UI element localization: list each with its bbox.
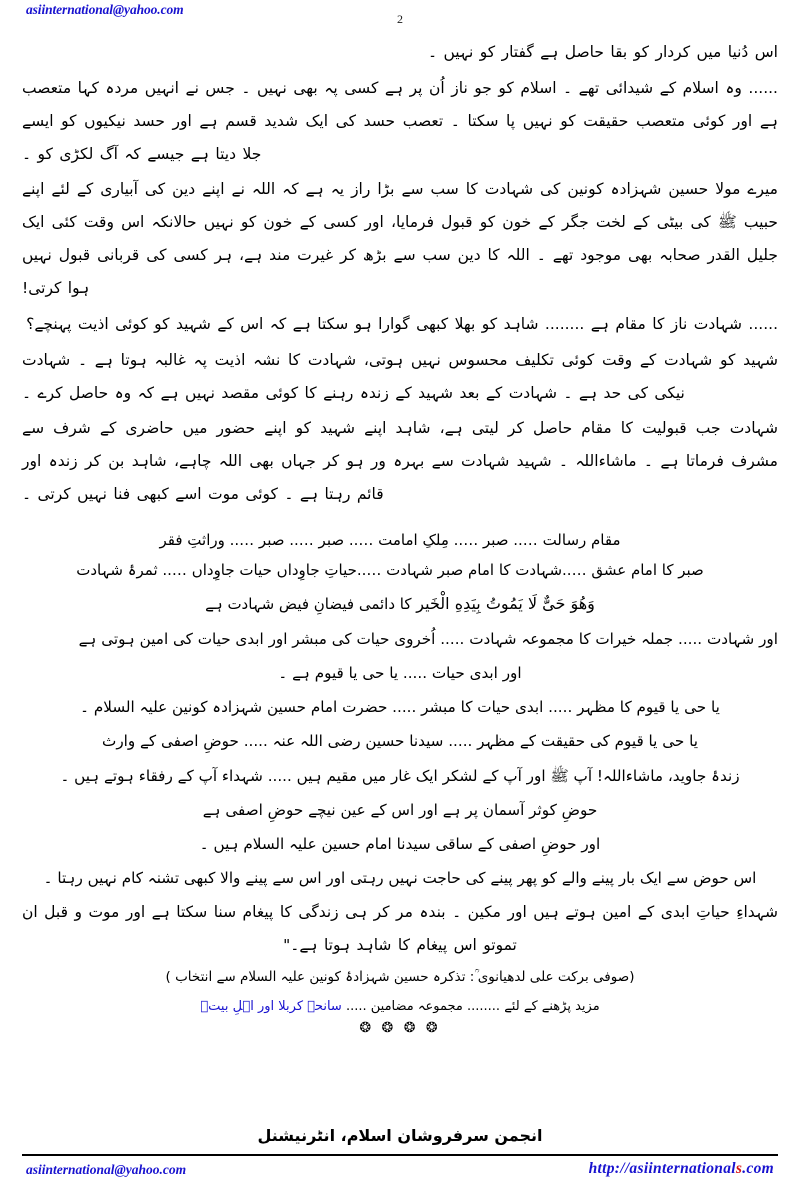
statement-line-8: اس حوض سے ایک بار پینے والے کو پھر پینے کی حاجت نہیں رہتی اور اس سے پینے والا کبھی تشنہ کام نہیں رہتا ۔	[43, 869, 757, 888]
footer-url-suffix: .com	[742, 1160, 774, 1177]
statement-line-2: اور ابدی حیات ..... یا حی یا قیوم ہے ۔	[278, 663, 522, 682]
page-footer	[0, 1158, 800, 1192]
chain-line-1: مقام رسالت ….. صبر ….. مِلکِ امامت ….. صبر ….. صبر ….. وراثتِ فقر	[159, 531, 621, 550]
more-reading-dots-2: .....	[345, 998, 367, 1014]
footer-website-url[interactable]	[589, 1160, 774, 1178]
more-reading-collection: مجموعہ مضامین	[370, 998, 463, 1014]
paragraph-6: شہادت جب قبولیت کا مقام حاصل کر لیتی ہے، شاہد اپنے شہید کو اپنے حضور میں حاضری کے شرف سے مشرف فرماتا ہے ۔ ماشاءاللہ ۔ شہید شہادت سے بہرہ ور ہو کر جہاں بھی اللہ چاہے، شاہد بن کر زندہ اور قائم رہتا ہے ۔ کوئی موت اسے کبھی فنا نہیں کرتی ۔	[22, 419, 778, 504]
ornament-divider: ❂ ❂ ❂ ❂	[359, 1020, 441, 1037]
statement-line-1: اور شہادت ..... جملہ خیرات کا مجموعہ شہادت ..... اُخروی حیات کی مبشر اور ابدی حیات کی امین ہوتی ہے	[78, 629, 778, 648]
footer-url-accent: s	[735, 1160, 743, 1177]
more-reading-label: مزید پڑھنے کے لئے	[504, 998, 600, 1014]
paragraph-5: شہید کو شہادت کے وقت کوئی تکلیف محسوس نہیں ہوتی، شہادت کا نشہ اذیت پہ غالبہ ہوتا ہے ۔ شہادت نیکی کی حد ہے ۔ شہادت کے بعد شہید کے زندہ رہنے کا کوئی مقصد نہیں ہے کہ وہ حاصل کرے ۔	[22, 350, 778, 402]
page-number: 2	[397, 12, 403, 26]
statement-line-4: یا حی یا قیوم کی حقیقت کے مظہر ..... سیدنا حسین رضی اللہ عنہ ..... حوضِ اصفی کے وارث	[102, 732, 698, 751]
page-header	[0, 0, 800, 34]
paragraph-3: میرے مولا حسین شہزادہ کونین کی شہادت کا سب سے بڑا راز یہ ہے کہ اللہ نے اپنے دین کی آبیاری کے لئے اپنے حبیب ﷺ کی بیٹی کے لخت جگر کے خون کو قبول فرمایا، اور کسی کے خون کو نہیں حالانکہ اس وقت کئی ایک جلیل القدر صحابہ بھی موجود تھے ۔ اللہ کا دین سب سے بڑھ کر غیرت مند ہے، ہر کسی کی قربانی قبول نہیں ہوا کرتی!	[22, 180, 778, 298]
paragraph-2: ...... وہ اسلام کے شیدائی تھے ۔ اسلام کو جو ناز اُن پر ہے کسی پہ بھی نہیں ۔ جس نے انہیں مردہ کہا متعصب ہے اور کوئی متعصب حقیقت کو نہیں پا سکتا ۔ تعصب حسد کی ایک شدید قسم ہے اور حسد نیکیوں کو ایسے جلا دیتا ہے جیسے کہ آگ لکڑی کو ۔	[22, 78, 778, 163]
arabic-urdu-line	[22, 587, 778, 621]
chain-lines-block	[22, 525, 778, 585]
paragraph-4: ...... شہادت ناز کا مقام ہے ........ شاہد کو بھلا کبھی گوارا ہو سکتا ہے کہ اس کے شہید کو کوئی اذیت پہنچے؟	[26, 314, 778, 333]
footer-organization-name: انجمن سرفروشان اسلام، انٹرنیشنل	[257, 1126, 543, 1145]
arabic-phrase: وَھُوَ حَیٌّ لَا یَمُوتُ بِیَدِهِ الْخَیر	[416, 594, 595, 614]
header-email-address[interactable]: asiinternational@yahoo.com	[26, 2, 184, 17]
footer-email-address[interactable]: asiinternational@yahoo.com	[26, 1162, 187, 1177]
more-reading-dots: ........	[466, 998, 501, 1014]
chain-line-2: صبر کا امام عشق …..شہادت کا امام صبر شہادت …..حیاتِ جاوِداں حیات جاوِداں ….. ثمرۂ شہادت	[76, 561, 704, 580]
arabic-line-translation: کا دائمی فیضانِ فیض شہادت ہے	[205, 595, 412, 614]
statement-line-5: زندۂ جاوید، ماشاءاللہ! آپ ﷺ اور آپ کے لشکر ایک غار میں مقیم ہیں ..... شہداء آپ کے رفقاء ہوتے ہیں ۔	[60, 766, 740, 785]
source-attribution: (صوفی برکت علی لدھیانوی ؒ: تذکرہ حسین شہزادۂ کونین علیہ السلام سے انتخاب )	[165, 969, 635, 986]
more-reading-hyperlink[interactable]: سانحہ کربلا اور اہلِ بیتؓ	[200, 998, 342, 1014]
paragraph-1: اس دُنیا میں کردار کو بقا حاصل ہے گفتار کو نہیں ۔	[427, 43, 778, 61]
statement-line-7: اور حوضِ اصفی کے ساقی سیدنا امام حسین علیہ السلام ہیں ۔	[199, 834, 601, 853]
footer-url-prefix: http://asiinternational	[588, 1160, 736, 1177]
document-body	[22, 36, 778, 1035]
more-reading-line	[22, 995, 778, 1020]
footer-divider-rule	[22, 1154, 778, 1156]
statement-line-9: شہداءِ حیاتِ ابدی کے امین ہوتے ہیں اور مکین ۔ بندہ مر کر ہی زندگی کا پیغام سنا سکتا ہے اور موت و قبل ان تموتو اس پیغام کا شاہد ہوتا ہے۔"	[22, 903, 778, 955]
statement-line-6: حوضِ کوثر آسمان پر ہے اور اس کے عین نیچے حوضِ اصفی ہے	[202, 800, 598, 819]
statement-line-3: یا حی یا قیوم کا مظہر ..... ابدی حیات کا مبشر ..... حضرت امام حسین شہزادہ کونین علیہ السلام ۔	[80, 698, 720, 717]
